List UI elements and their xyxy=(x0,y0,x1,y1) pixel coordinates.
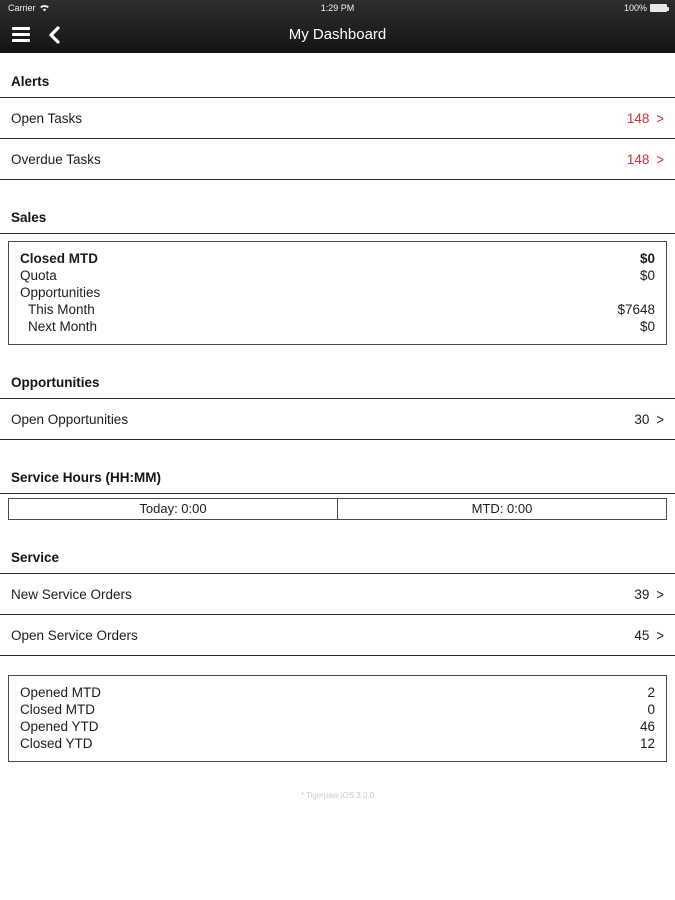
row-value: $0 xyxy=(639,268,655,283)
mtd-hours-cell: MTD: 0:00 xyxy=(471,501,533,516)
row-label: Open Service Orders xyxy=(11,628,138,643)
today-hours-cell: Today: 0:00 xyxy=(9,499,338,519)
opportunities-subheading-row xyxy=(20,284,655,301)
open-opportunities-row[interactable] xyxy=(0,399,675,440)
row-label: Closed MTD xyxy=(20,702,96,717)
app-header xyxy=(0,0,675,53)
quota-row xyxy=(20,267,655,284)
row-value: 46 xyxy=(639,719,655,734)
row-label: Open Tasks xyxy=(11,111,83,126)
opened-mtd-row xyxy=(20,684,655,701)
section-heading-service-hours: Service Hours (HH:MM) xyxy=(0,470,675,494)
row-label: Closed YTD xyxy=(20,736,93,751)
section-heading-alerts: Alerts xyxy=(0,74,675,98)
row-value: $7648 xyxy=(617,302,655,317)
back-button[interactable] xyxy=(46,24,62,46)
opportunities-section xyxy=(0,375,675,440)
next-month-row xyxy=(20,318,655,335)
open-tasks-count: 148 xyxy=(626,111,650,126)
row-value: 0 xyxy=(647,702,655,717)
hamburger-icon xyxy=(12,27,30,30)
this-month-row xyxy=(20,301,655,318)
opened-ytd-row xyxy=(20,718,655,735)
sales-section xyxy=(0,210,675,345)
row-label: Next Month xyxy=(28,319,98,334)
row-label: Overdue Tasks xyxy=(11,152,101,167)
row-value: $0 xyxy=(639,251,655,266)
row-label: This Month xyxy=(28,302,95,317)
row-label: New Service Orders xyxy=(11,587,132,602)
closed-mtd-row xyxy=(20,701,655,718)
row-label: Opened MTD xyxy=(20,685,102,700)
status-time: 1:29 PM xyxy=(320,3,355,13)
app-version-label: * Tigerpaw iOS 3.0.0 xyxy=(300,791,375,800)
chevron-right-icon: > xyxy=(656,410,664,429)
service-hours-section xyxy=(0,470,675,520)
closed-mtd-row xyxy=(20,250,655,267)
section-heading-opportunities: Opportunities xyxy=(0,375,675,399)
sales-summary-box xyxy=(8,241,667,345)
back-chevron-icon xyxy=(48,26,60,44)
service-section xyxy=(0,550,675,762)
row-value: 2 xyxy=(647,685,655,700)
battery-icon xyxy=(650,4,667,12)
closed-ytd-row xyxy=(20,735,655,752)
open-service-orders-count: 45 xyxy=(634,628,650,643)
row-label: Open Opportunities xyxy=(11,412,129,427)
new-service-orders-count: 39 xyxy=(634,587,650,602)
status-bar xyxy=(0,0,675,16)
service-hours-table xyxy=(8,498,667,520)
open-tasks-row[interactable] xyxy=(0,98,675,139)
dashboard-content xyxy=(0,53,675,800)
overdue-tasks-row[interactable] xyxy=(0,139,675,180)
open-opportunities-count: 30 xyxy=(634,412,650,427)
row-label: Opportunities xyxy=(20,285,101,300)
row-value: 12 xyxy=(639,736,655,751)
chevron-right-icon: > xyxy=(656,585,664,604)
menu-button[interactable] xyxy=(10,23,32,46)
row-label: Opened YTD xyxy=(20,719,99,734)
row-label: Quota xyxy=(20,268,57,283)
battery-percent: 100% xyxy=(623,3,647,13)
section-heading-sales: Sales xyxy=(0,210,675,234)
open-service-orders-row[interactable] xyxy=(0,615,675,656)
chevron-right-icon: > xyxy=(656,150,664,169)
row-value: $0 xyxy=(639,319,655,334)
nav-bar xyxy=(0,16,675,53)
page-title: My Dashboard xyxy=(288,26,387,43)
chevron-right-icon: > xyxy=(656,626,664,645)
chevron-right-icon: > xyxy=(656,109,664,128)
carrier-label: Carrier xyxy=(8,3,36,13)
section-heading-service: Service xyxy=(0,550,675,574)
service-stats-box xyxy=(8,675,667,762)
row-label: Closed MTD xyxy=(20,251,99,266)
alerts-section xyxy=(0,74,675,180)
new-service-orders-row[interactable] xyxy=(0,574,675,615)
overdue-tasks-count: 148 xyxy=(626,152,650,167)
